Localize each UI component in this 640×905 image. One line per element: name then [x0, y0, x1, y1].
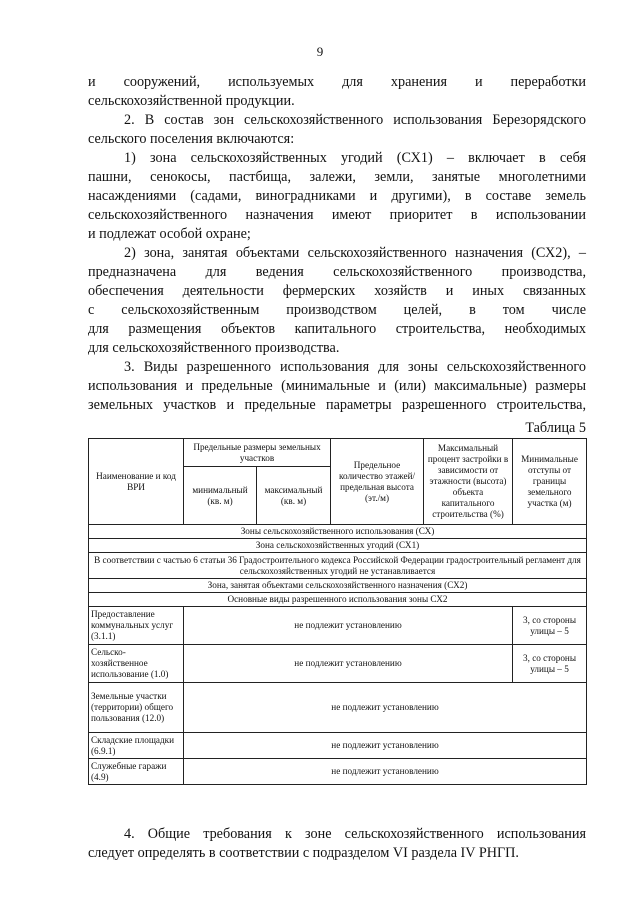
- table-row: [89, 645, 587, 683]
- text-line: сельского поселения включаются:: [88, 131, 295, 147]
- table-row: [89, 683, 587, 733]
- text-line: обеспечения деятельности фермерских хозяйств и иных связанных: [88, 283, 586, 299]
- text-line: для сельскохозяйственного производства.: [88, 340, 340, 356]
- sx1-note-row: В соответствии с частью 6 статьи 36 Градостроительного кодекса Российской Федерации градостроительный регламент для сельскохозяйственных угодий не устанавливается: [89, 553, 587, 579]
- row-name: Предоставление коммунальных услуг (3.1.1): [89, 607, 184, 645]
- row-setback: 3, со стороны улицы – 5: [513, 645, 587, 683]
- header-min: минимальный (кв. м): [184, 467, 257, 525]
- text-line: 2. В состав зон сельскохозяйственного использования Березорядского: [124, 112, 586, 128]
- header-max: максимальный (кв. м): [257, 467, 331, 525]
- text-line: использования и предельные (минимальные и (или) максимальные) размеры: [88, 378, 586, 394]
- zone-sx-row: Зоны сельскохозяйственного использования (СХ): [89, 525, 587, 539]
- table-row: [89, 759, 587, 785]
- header-name: Наименование и код ВРИ: [89, 439, 184, 525]
- table-row: [89, 607, 587, 645]
- text-line: с сельскохозяйственным производством целей, в том числе: [88, 302, 586, 318]
- text-line: 2) зона, занятая объектами сельскохозяйственного назначения (СХ2), –: [124, 245, 586, 261]
- text-line: предназначена для ведения сельскохозяйственного производства,: [88, 264, 586, 280]
- row-name: Складские площадки (6.9.1): [89, 733, 184, 759]
- page-number: 9: [316, 44, 324, 59]
- row-setback: 3, со стороны улицы – 5: [513, 607, 587, 645]
- table-row: [89, 733, 587, 759]
- final-line: 4. Общие требования к зоне сельскохозяйственного использования: [124, 826, 586, 842]
- header-sizes: Предельные размеры земельных участков: [184, 439, 331, 467]
- header-setback: Минимальные отступы от границы земельного участка (м): [513, 439, 587, 525]
- row-name: Служебные гаражи (4.9): [89, 759, 184, 785]
- header-floors: Предельное количество этажей/ предельная высота (эт./м): [331, 439, 424, 525]
- text-line: и сооружений, используемых для хранения и переработки: [88, 74, 586, 90]
- regulations-table: [88, 438, 587, 785]
- zone-sx1-row: Зона сельскохозяйственных угодий (СХ1): [89, 539, 587, 553]
- text-line: 1) зона сельскохозяйственных угодий (СХ1) – включает в себя: [124, 150, 586, 166]
- zone-sx2-row: Зона, занятая объектами сельскохозяйственного назначения (СХ2): [89, 579, 587, 593]
- table-caption: Таблица 5: [525, 420, 586, 436]
- text-line: сельскохозяйственного назначения имеют приоритет в использовании: [88, 207, 586, 223]
- text-line: 3. Виды разрешенного использования для зоны сельскохозяйственного: [124, 359, 586, 375]
- row-value: не подлежит установлению: [184, 683, 587, 733]
- main-types-row: Основные виды разрешенного использования зоны СХ2: [89, 593, 587, 607]
- header-percent: Максимальный процент застройки в зависимости от этажности (высота) объекта капитального строительства (%): [424, 439, 513, 525]
- row-value: не подлежит установлению: [184, 645, 513, 683]
- text-line: и подлежат особой охране;: [88, 226, 251, 242]
- row-value: не подлежит установлению: [184, 607, 513, 645]
- text-line: насаждениями (садами, виноградниками и другими), в составе земель: [88, 188, 586, 204]
- final-line: следует определять в соответствии с подразделом VI раздела IV РНГП.: [88, 845, 519, 861]
- text-line: земельных участков и предельные параметры разрешенного строительства,: [88, 397, 586, 413]
- row-value: не подлежит установлению: [184, 759, 587, 785]
- text-line: пашни, сенокосы, пастбища, залежи, земли, занятые многолетними: [88, 169, 586, 185]
- text-line: сельскохозяйственной продукции.: [88, 93, 295, 109]
- row-name: Земельные участки (территории) общего пользования (12.0): [89, 683, 184, 733]
- text-line: для размещения объектов капитального строительства, необходимых: [88, 321, 586, 337]
- row-value: не подлежит установлению: [184, 733, 587, 759]
- row-name: Сельско-хозяйственное использование (1.0): [89, 645, 184, 683]
